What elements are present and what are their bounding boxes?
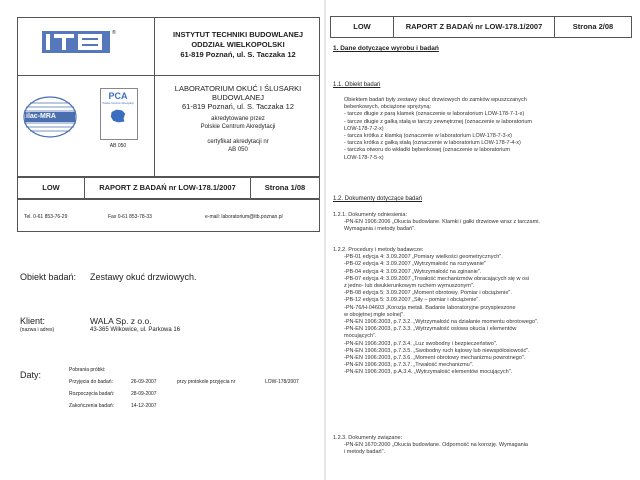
end-label: Zakończenia badań: — [69, 403, 115, 409]
ab-code: AB 050 — [109, 143, 127, 149]
text-line: -PB-08 edycja 5: 3.09.2007 „Moment obrotowy. Pomiar i obciążenie". — [344, 290, 512, 297]
text-line: -PN-76/H-04603 „Korozja metali. Badanie laboratoryjne przyspieszone — [344, 304, 516, 311]
institute-address: 61-819 Poznań, ul. S. Taczaka 12 — [180, 50, 296, 59]
client-address: 43-365 Wilkowice, ul. Parkowa 16 — [90, 327, 181, 333]
itb-logo — [42, 31, 110, 53]
lab-certificate-number: AB 050 — [228, 147, 248, 153]
text-line: -PN-EN 1906:2003, p.A.3.4. „Wytrzymałość elementów mocujących". — [344, 369, 513, 376]
lab-name: LABORATORIUM OKUĆ I ŚLUSARKI — [174, 84, 302, 93]
text-line: -PN-EN 1906:2003, p.7.3.3. „Wytrzymałość osiowa okucia i elementów — [344, 326, 517, 333]
contact-email: e-mail: laboratorium@itb.poznan.pl — [205, 214, 283, 220]
contact-fax: Fax 0-61 853-78-33 — [108, 214, 152, 220]
text-line: - tarcze długie z parą klamek (oznaczenie w laboratorium LOW-178-7-1-x) — [344, 111, 525, 118]
lab-accreditation-body: Polskie Centrum Akredytacji — [200, 124, 276, 130]
client-sublabel: (nazwa i adres) — [20, 327, 55, 333]
report-page-2 — [326, 0, 640, 480]
text-line: -PB-01 edycja 4: 3.09.2007 „Pomiary wielkości geometrycznych". — [344, 254, 503, 261]
client-label: Klient: — [20, 316, 46, 326]
object-value: Zestawy okuć drzwiowych. — [90, 272, 197, 282]
report-bar-low: LOW — [42, 183, 60, 192]
section-1-title: 1. Dane dotyczące wyrobu i badań — [333, 45, 439, 52]
report-bar-page: Strona 1/08 — [264, 183, 306, 192]
pca-label: PCA — [108, 91, 128, 101]
start-date: 28-09-2007 — [131, 391, 157, 397]
header-divider — [17, 75, 320, 76]
text-line: -PN-EN 1906:2006 „Okucia budowlane. Klamki i gałki drzwiowe wraz z tarczami. — [344, 219, 540, 226]
text-line: -PN-EN 1906:2003, p.7.3.7. „Trwałość mechanizmu". — [344, 362, 474, 369]
report-bar-title: RAPORT Z BADAŃ nr LOW-178.1/2007 — [99, 183, 236, 192]
report-bar-page: Strona 2/08 — [572, 22, 614, 31]
text-line: LOW-178-7-5-x) — [344, 154, 384, 161]
sampling-label: Pobrania próbki: — [69, 367, 106, 373]
registered-mark: ® — [112, 30, 116, 36]
text-line: -PB-04 edycja 4: 3.09.2007 „Wytrzymałość na zginanie". — [344, 268, 482, 275]
text-line: z jedno- lub dwukierunkowym ruchem wymuszonym". — [344, 283, 475, 289]
text-line: - tarcze długie z gałką stałą w tarczy zewnętrznej (oznaczenie w laboratorium — [344, 118, 532, 125]
receipt-date: 26-09-2007 — [131, 379, 157, 385]
section-1-1-title: 1.1. Obiekt badań — [333, 82, 381, 88]
text-line: 1.2.2. Procedury i metody badawcze: — [333, 247, 424, 253]
institute-name: INSTYTUT TECHNIKI BUDOWLANEJ — [173, 30, 303, 39]
report-bar-title: RAPORT Z BADAŃ nr LOW-178.1/2007 — [405, 22, 543, 31]
text-line: -PN-EN 1906:2003, p.7.3.2. „Wytrzymałość na działanie momentu obrotowego". — [344, 319, 539, 325]
text-line: -PN-EN 1906:2003, p.7.3.5. „Swobodny ruch kątowy lub niewspółosiowość". — [344, 347, 530, 354]
end-date: 14-12-2007 — [131, 403, 157, 409]
text-line: mocujących". — [344, 333, 377, 340]
text-line: Obiektem badań były zestawy okuć drzwiowych do zamków wpuszczanych — [344, 97, 527, 103]
section-1-2-title: 1.2. Dokumenty dotyczące badań — [333, 196, 423, 202]
lab-address: 61-819 Poznań, ul. S. Taczaka 12 — [181, 102, 295, 111]
text-line: 1.2.3. Dokumenty związane: — [333, 435, 403, 441]
text-line: - tarczka otworu do wkładki bębenkowej (oznaczenie w laboratorium — [344, 147, 510, 154]
text-line: - tarcza krótka z klamką (oznaczenie w laboratorium LOW-178-7-3-x) — [344, 133, 513, 139]
text-line: bebenkowych, obciążone sprężyną: — [344, 104, 432, 111]
text-line: - tarcza krótka z gałką stałą (oznaczenie w laboratorium LOW-178-7-4-x) — [344, 140, 521, 147]
object-label: Obiekt badań: — [20, 272, 77, 282]
text-line: i metody badań". — [344, 449, 386, 456]
contact-tel: Tel. 0-61 853-76-29 — [24, 214, 68, 220]
text-line: -PN-EN 1670:2000 „Okucia budowlane. Odporność na korozję. Wymagania — [344, 442, 528, 449]
dates-label: Daty: — [20, 370, 42, 380]
text-line: -PN-EN 1906:2003, p.7.3.6. „Moment obrotowy mechanizmu powrotnego". — [344, 355, 526, 361]
lab-accreditation: akredytowane przez — [211, 116, 265, 122]
text-line: Wymagania i metody badań". — [344, 226, 416, 233]
protocol-label: przy protokole przyjęcia nr — [177, 379, 236, 385]
lab-name-2: BUDOWLANEJ — [211, 93, 265, 102]
lab-certificate: certyfikat akredytacji nr — [207, 139, 269, 145]
text-line: LOW-178-7-2-x) — [344, 125, 384, 132]
poland-map-icon — [110, 108, 126, 124]
text-line: -PB-02 edycja 4: 3.09.2007 „Wytrzymałość na rozrywanie" — [344, 261, 486, 268]
text-line: 1.2.1. Dokumenty odniesienia: — [333, 212, 407, 218]
text-line: -PB-07 edycja 4: 3.09.2007 „Trwałość mechanizmów obracających się w osi — [344, 275, 530, 282]
pca-sublabel: Polskie Centrum Akredytacji — [102, 102, 134, 105]
text-line: -PN-EN 1906:2003, p.7.3.4. „Luz swobodny i bezpieczeństwo". — [344, 340, 498, 347]
text-line: w obojętnej mgle solnej". — [344, 311, 405, 318]
institute-branch: ODDZIAŁ WIELKOPOLSKI — [191, 40, 285, 49]
receipt-label: Przyjęcia do badań: — [69, 379, 113, 385]
start-label: Rozpoczęcia badań: — [69, 391, 115, 397]
protocol-number: LOW-178/2007 — [265, 379, 299, 385]
ilac-mra-label: ilac-MRA — [26, 113, 56, 120]
report-bar-low: LOW — [353, 22, 371, 31]
client-name: WALA Sp. z o.o. — [90, 316, 152, 326]
text-line: -PB-12 edycja 5: 3.09.2007 „Siły – pomiar i obciążenie". — [344, 297, 480, 304]
